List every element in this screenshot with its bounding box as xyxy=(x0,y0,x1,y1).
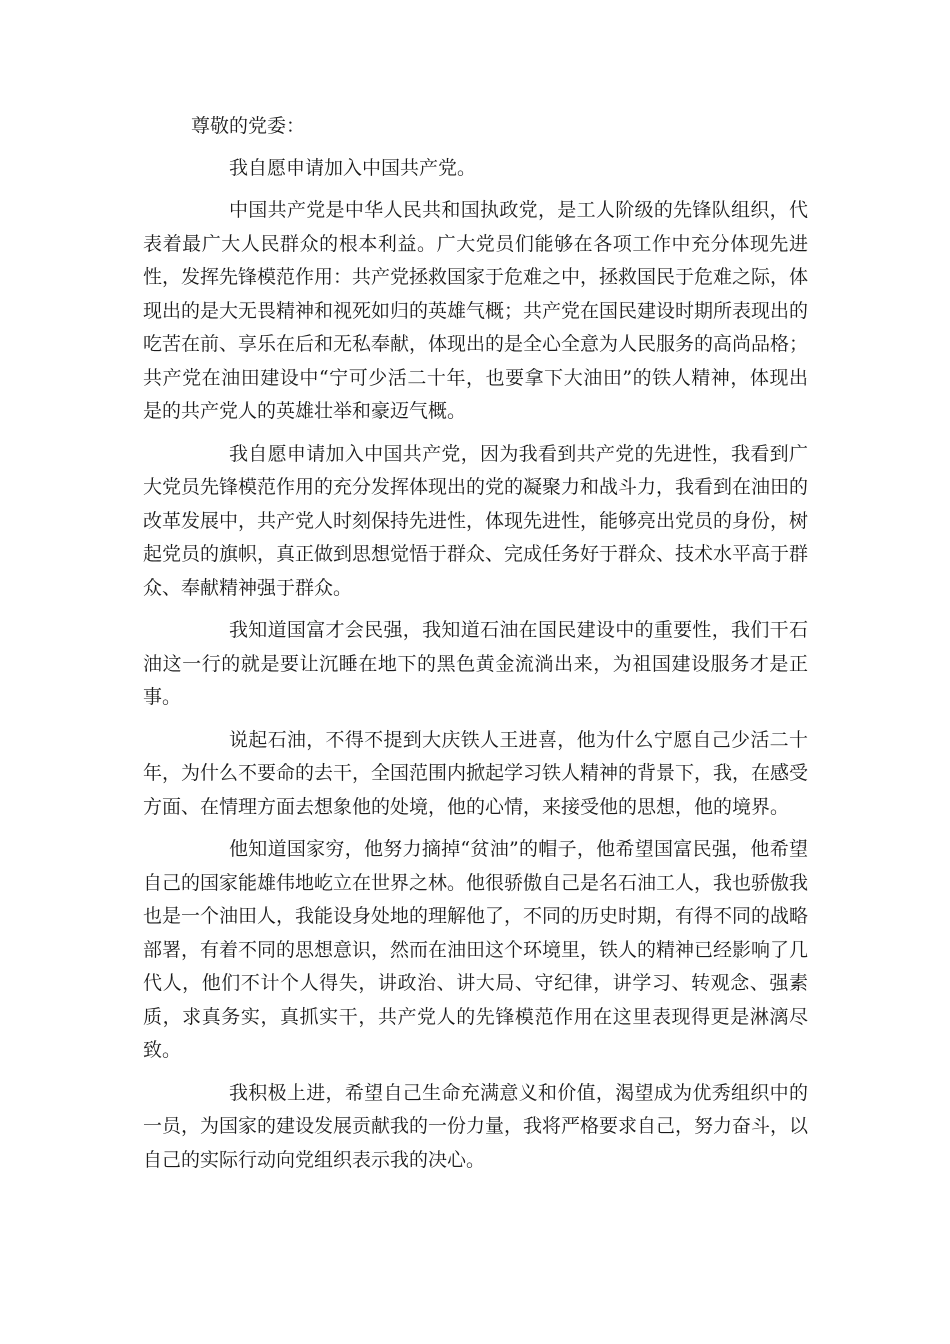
paragraph-iron-man-spirit: 他知道国家穷，他努力摘掉“贫油”的帽子，他希望国富民强，他希望自己的国家能雄伟地屹立在世界之林。他很骄傲自己是名石油工人，我也骄傲我也是一个油田人，我能设身处地的理解他了，不同的历史时期，有得不同的战略部署，有着不同的思想意识，然而在油田这个环境里，铁人的精神已经影响了几代人，他们不计个人得失，讲政治、讲大局、守纪律，讲学习、转观念、强素质，求真务实，真抓实干，共产党人的先锋模范作用在这里表现得更是淋漓尽致。 xyxy=(143,838,809,1061)
salutation: 尊敬的党委： xyxy=(191,115,306,137)
paragraph-wang-jinxi: 说起石油，不得不提到大庆铁人王进喜，他为什么宁愿自己少活二十年，为什么不要命的去干，全国范围内掀起学习铁人精神的背景下，我，在感受方面、在情理方面去想象他的处境，他的心情，来接受他的思想，他的境界。 xyxy=(143,728,809,818)
paragraph-closing: 我积极上进，希望自己生命充满意义和价值，渴望成为优秀组织中的一员，为国家的建设发展贡献我的一份力量，我将严格要求自己，努力奋斗，以自己的实际行动向党组织表示我的决心。 xyxy=(143,1081,809,1171)
paragraph-oil-importance: 我知道国富才会民强，我知道石油在国民建设中的重要性，我们干石油这一行的就是要让沉睡在地下的黑色黄金流淌出来，为祖国建设服务才是正事。 xyxy=(143,619,808,708)
paragraph-opening: 我自愿申请加入中国共产党。 xyxy=(229,156,477,179)
paragraph-party-description: 中国共产党是中华人民共和国执政党，是工人阶级的先锋队组织，代表着最广大人民群众的根本利益。广大党员们能够在各项工作中充分体现先进性，发挥先锋模范作用：共产党拯救国家于危难之中，拯救国民于危难之际，体现出的是大无畏精神和视死如归的英雄气概；共产党在国民建设时期所表现出的吃苦在前、享乐在后和无私奉献，体现出的是全心全意为人民服务的高尚品格；共产党在油田建设中“宁可少活二十年，也要拿下大油田”的铁人精神，体现出是的共产党人的英雄壮举和豪迈气概。 xyxy=(143,199,809,422)
letter-body xyxy=(143,110,808,1186)
paragraph-motivation: 我自愿申请加入中国共产党，因为我看到共产党的先进性，我看到广大党员先锋模范作用的充分发挥体现出的党的凝聚力和战斗力，我看到在油田的改革发展中，共产党人时刻保持先进性，体现先进性，能够亮出党员的身份，树起党员的旗帜，真正做到思想觉悟于群众、完成任务好于群众、技术水平高于群众、奉献精神强于群众。 xyxy=(143,442,809,599)
